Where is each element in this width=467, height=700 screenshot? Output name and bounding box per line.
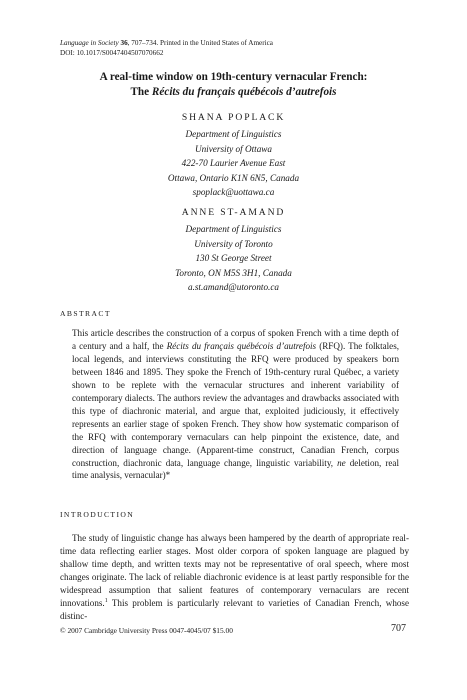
article-title <box>0 70 467 100</box>
introduction-paragraph <box>60 532 409 623</box>
abstract-segment: deletion, real time analysis, vernacular)* <box>72 457 399 481</box>
journal-citation <box>60 39 273 58</box>
author-email: spoplack@uottawa.ca <box>192 187 275 198</box>
abstract-italic-term: ne <box>337 457 346 468</box>
affiliation-city: Ottawa, Ontario K1N 6N5, Canada <box>167 172 300 183</box>
title-line-2 <box>0 85 467 100</box>
introduction-text <box>60 532 409 623</box>
affiliation-university: University of Toronto <box>194 238 273 249</box>
author-affiliation <box>0 127 467 200</box>
introduction-heading: INTRODUCTION <box>60 510 135 519</box>
journal-line <box>60 39 273 49</box>
affiliation-city: Toronto, ON M5S 3H1, Canada <box>175 267 292 278</box>
journal-volume: 36 <box>120 39 128 47</box>
abstract-heading: ABSTRACT <box>60 309 111 318</box>
author-affiliation <box>0 222 467 295</box>
affiliation-department: Department of Linguistics <box>185 224 282 234</box>
journal-doi: DOI: 10.1017/S0047404507070662 <box>60 48 164 57</box>
intro-segment: This problem is particularly relevant to varieties of Canadian French, whose distinc- <box>60 597 409 621</box>
abstract-segment: (RFQ). The folktales, local legends, and interviews constituting the RFQ were produced by speakers born between 1846 and 1895. They spoke the French of 19th-century rural Québec, a variety shown to be replete with the vernacular structures and inherent variability of contemporary dialects. The authors review the advantages and drawbacks associated with this type of diachronic material, and argue that, exploited judiciously, it effectively represents an earlier stage of spoken French. They show how systematic comparison of the RFQ with contemporary vernaculars can help pinpoint the existence, date, and direction of language change. (Apparent-time construct, Canadian French, corpus construction, diachronic data, language change, linguistic variability, <box>72 340 400 468</box>
affiliation-street: 422-70 Laurier Avenue East <box>181 158 286 169</box>
page-number: 707 <box>391 623 406 634</box>
author-name: SHANA POPLACK <box>181 112 286 123</box>
affiliation-university: University of Ottawa <box>194 143 273 154</box>
abstract-italic-title: Récits du français québécois d’autrefois <box>166 340 317 351</box>
author-email: a.st.amand@utoronto.ca <box>187 282 280 293</box>
intro-segment: The study of linguistic change has always been hampered by the dearth of appropriate real-time data reflecting earlier stages. Most older corpora of spoken language are plagued by shallow time depth, and written texts may not be representative of oral speech, where most changes originate. The lack of reliable diachronic evidence is at least partly responsible for the widespread assumption that salient features of contemporary vernaculars are recent innovations. <box>60 533 409 608</box>
affiliation-street: 130 St George Street <box>195 253 272 264</box>
title-italic: Récits du français québécois d’autrefois <box>151 86 337 98</box>
affiliation-department: Department of Linguistics <box>185 129 282 139</box>
journal-pages: , 707–734. Printed in the United States of America <box>127 39 273 47</box>
journal-name: Language in Society <box>60 39 119 47</box>
title-line-1: A real-time window on 19th-century vernacular French: <box>99 71 368 83</box>
abstract-segment: This article describes the construction of a corpus of spoken French with a time depth of a century and a half, the <box>72 328 399 351</box>
abstract-text <box>72 327 399 482</box>
author-name: ANNE ST-AMAND <box>181 207 286 218</box>
title-prefix: The <box>130 86 152 98</box>
copyright-notice: © 2007 Cambridge University Press 0047-4045/07 $15.00 <box>60 626 233 635</box>
footnote-marker[interactable]: 1 <box>104 597 108 604</box>
